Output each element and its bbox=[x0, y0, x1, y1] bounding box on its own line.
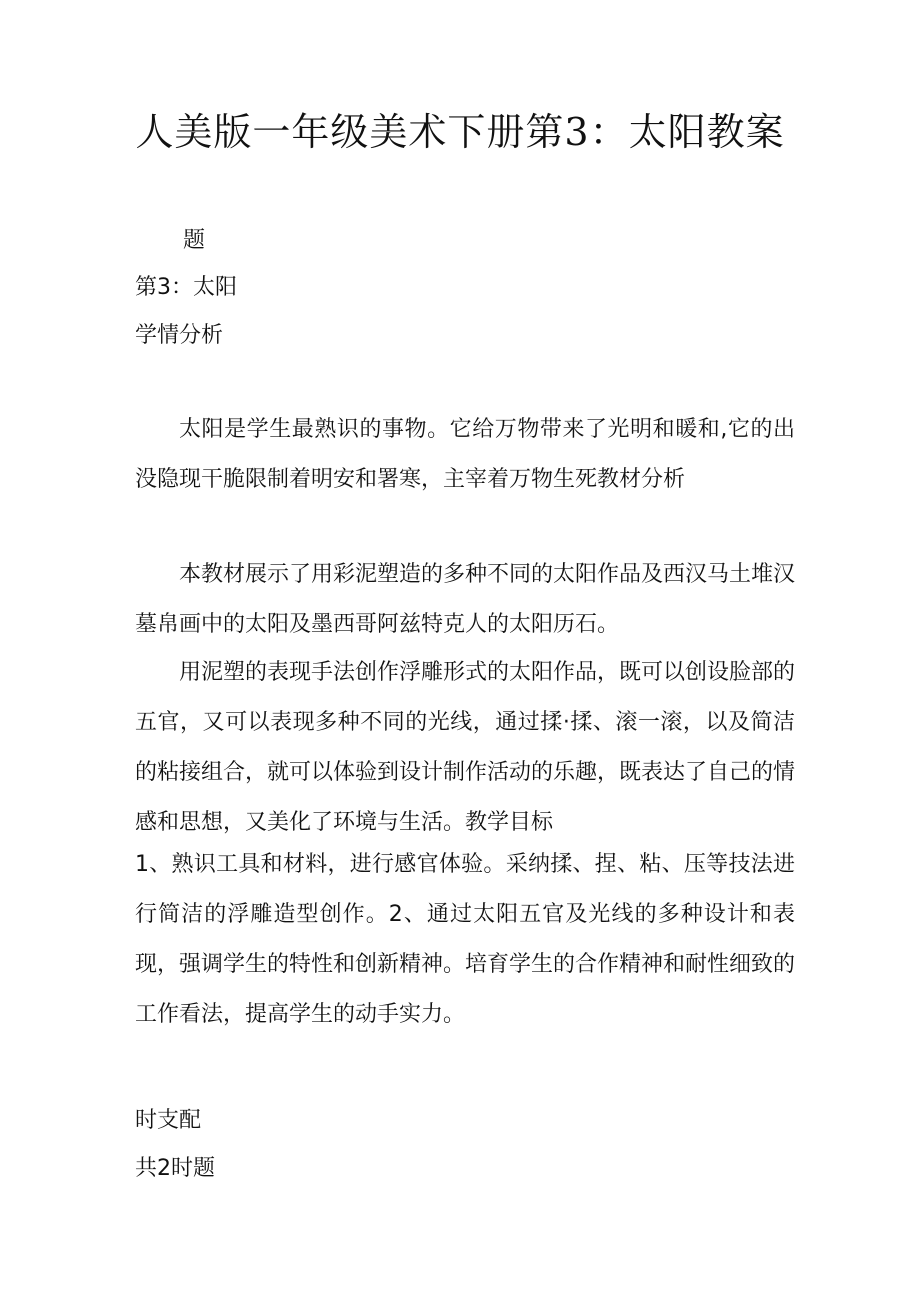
paragraph-method: 用泥塑的表现手法创作浮雕形式的太阳作品，既可以创设脸部的五官，又可以表现多种不同的光线，通过揉·揉、滚一滚，以及简洁的粘接组合，就可以体验到设计制作活动的乐趣，既表达了自己的情感和思想，又美化了环境与生活。教学目标 bbox=[135, 660, 796, 835]
paragraph-jiaocai: 本教材展示了用彩泥塑造的多种不同的太阳作品及西汉马土堆汉墓帛画中的太阳及墨西哥阿兹特克人的太阳历石。 bbox=[135, 562, 796, 637]
time-value: 共2时题 bbox=[135, 1156, 215, 1181]
paragraph-xueqing: 太阳是学生最熟识的事物。它给万物带来了光明和暖和,它的出没隐现干脆限制着明安和署寒，主宰着万物生死教材分析 bbox=[135, 417, 795, 492]
section-heading-xueqing: 学情分析 bbox=[135, 323, 224, 348]
document-title: 人美版一年级美术下册第3：太阳教案 bbox=[135, 110, 785, 154]
paragraph-goals: 1、熟识工具和材料，进行感官体验。采纳揉、捏、粘、压等技法进行简洁的浮雕造型创作。2、通过太阳五官及光线的多种设计和表现，强调学生的特性和创新精神。培育学生的合作精神和耐性细致的工作看法，提高学生的动手实力。 bbox=[135, 852, 796, 1027]
label-ti: 题 bbox=[183, 228, 206, 253]
section-heading-time: 时支配 bbox=[135, 1108, 202, 1133]
lesson-title: 第3：太阳 bbox=[135, 275, 237, 300]
